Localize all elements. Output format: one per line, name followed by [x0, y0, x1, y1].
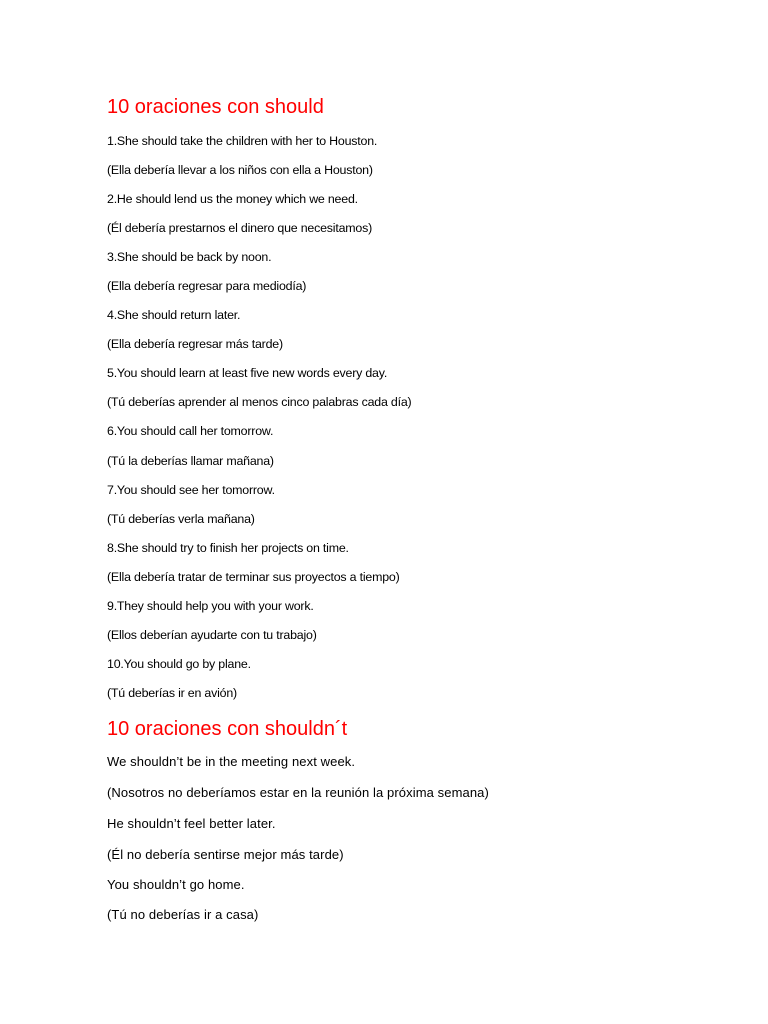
- translation-4: (Ella debería regresar más tarde): [107, 337, 283, 351]
- sentence-1: 1.She should take the children with her to Houston.: [107, 134, 378, 148]
- negative-translation-3: (Tú no deberías ir a casa): [107, 907, 259, 922]
- sentence-6: 6.You should call her tomorrow.: [107, 424, 274, 438]
- sentence-8: 8.She should try to finish her projects on time.: [107, 541, 349, 555]
- section-heading-should: 10 oraciones con should: [107, 96, 324, 118]
- translation-10: (Tú deberías ir en avión): [107, 686, 237, 700]
- negative-translation-1: (Nosotros no deberíamos estar en la reunión la próxima semana): [107, 785, 489, 800]
- negative-sentence-2: He shouldn’t feel better later.: [107, 816, 276, 831]
- section-heading-shouldnt: 10 oraciones con shouldn´t: [107, 718, 348, 740]
- translation-7: (Tú deberías verla mañana): [107, 512, 255, 526]
- translation-9: (Ellos deberían ayudarte con tu trabajo): [107, 628, 317, 642]
- sentence-9: 9.They should help you with your work.: [107, 599, 314, 613]
- translation-3: (Ella debería regresar para mediodía): [107, 279, 307, 293]
- sentence-3: 3.She should be back by noon.: [107, 250, 272, 264]
- sentence-7: 7.You should see her tomorrow.: [107, 483, 275, 497]
- negative-translation-2: (Él no debería sentirse mejor más tarde): [107, 847, 344, 862]
- sentence-10: 10.You should go by plane.: [107, 657, 251, 671]
- translation-5: (Tú deberías aprender al menos cinco palabras cada día): [107, 395, 412, 409]
- translation-6: (Tú la deberías llamar mañana): [107, 454, 274, 468]
- translation-1: (Ella debería llevar a los niños con ella a Houston): [107, 163, 373, 177]
- sentence-2: 2.He should lend us the money which we need.: [107, 192, 358, 206]
- sentence-4: 4.She should return later.: [107, 308, 241, 322]
- negative-sentence-3: You shouldn’t go home.: [107, 877, 245, 892]
- sentence-5: 5.You should learn at least five new words every day.: [107, 366, 388, 380]
- negative-sentence-1: We shouldn’t be in the meeting next week.: [107, 754, 356, 769]
- translation-2: (Él debería prestarnos el dinero que necesitamos): [107, 221, 373, 235]
- translation-8: (Ella debería tratar de terminar sus proyectos a tiempo): [107, 570, 400, 584]
